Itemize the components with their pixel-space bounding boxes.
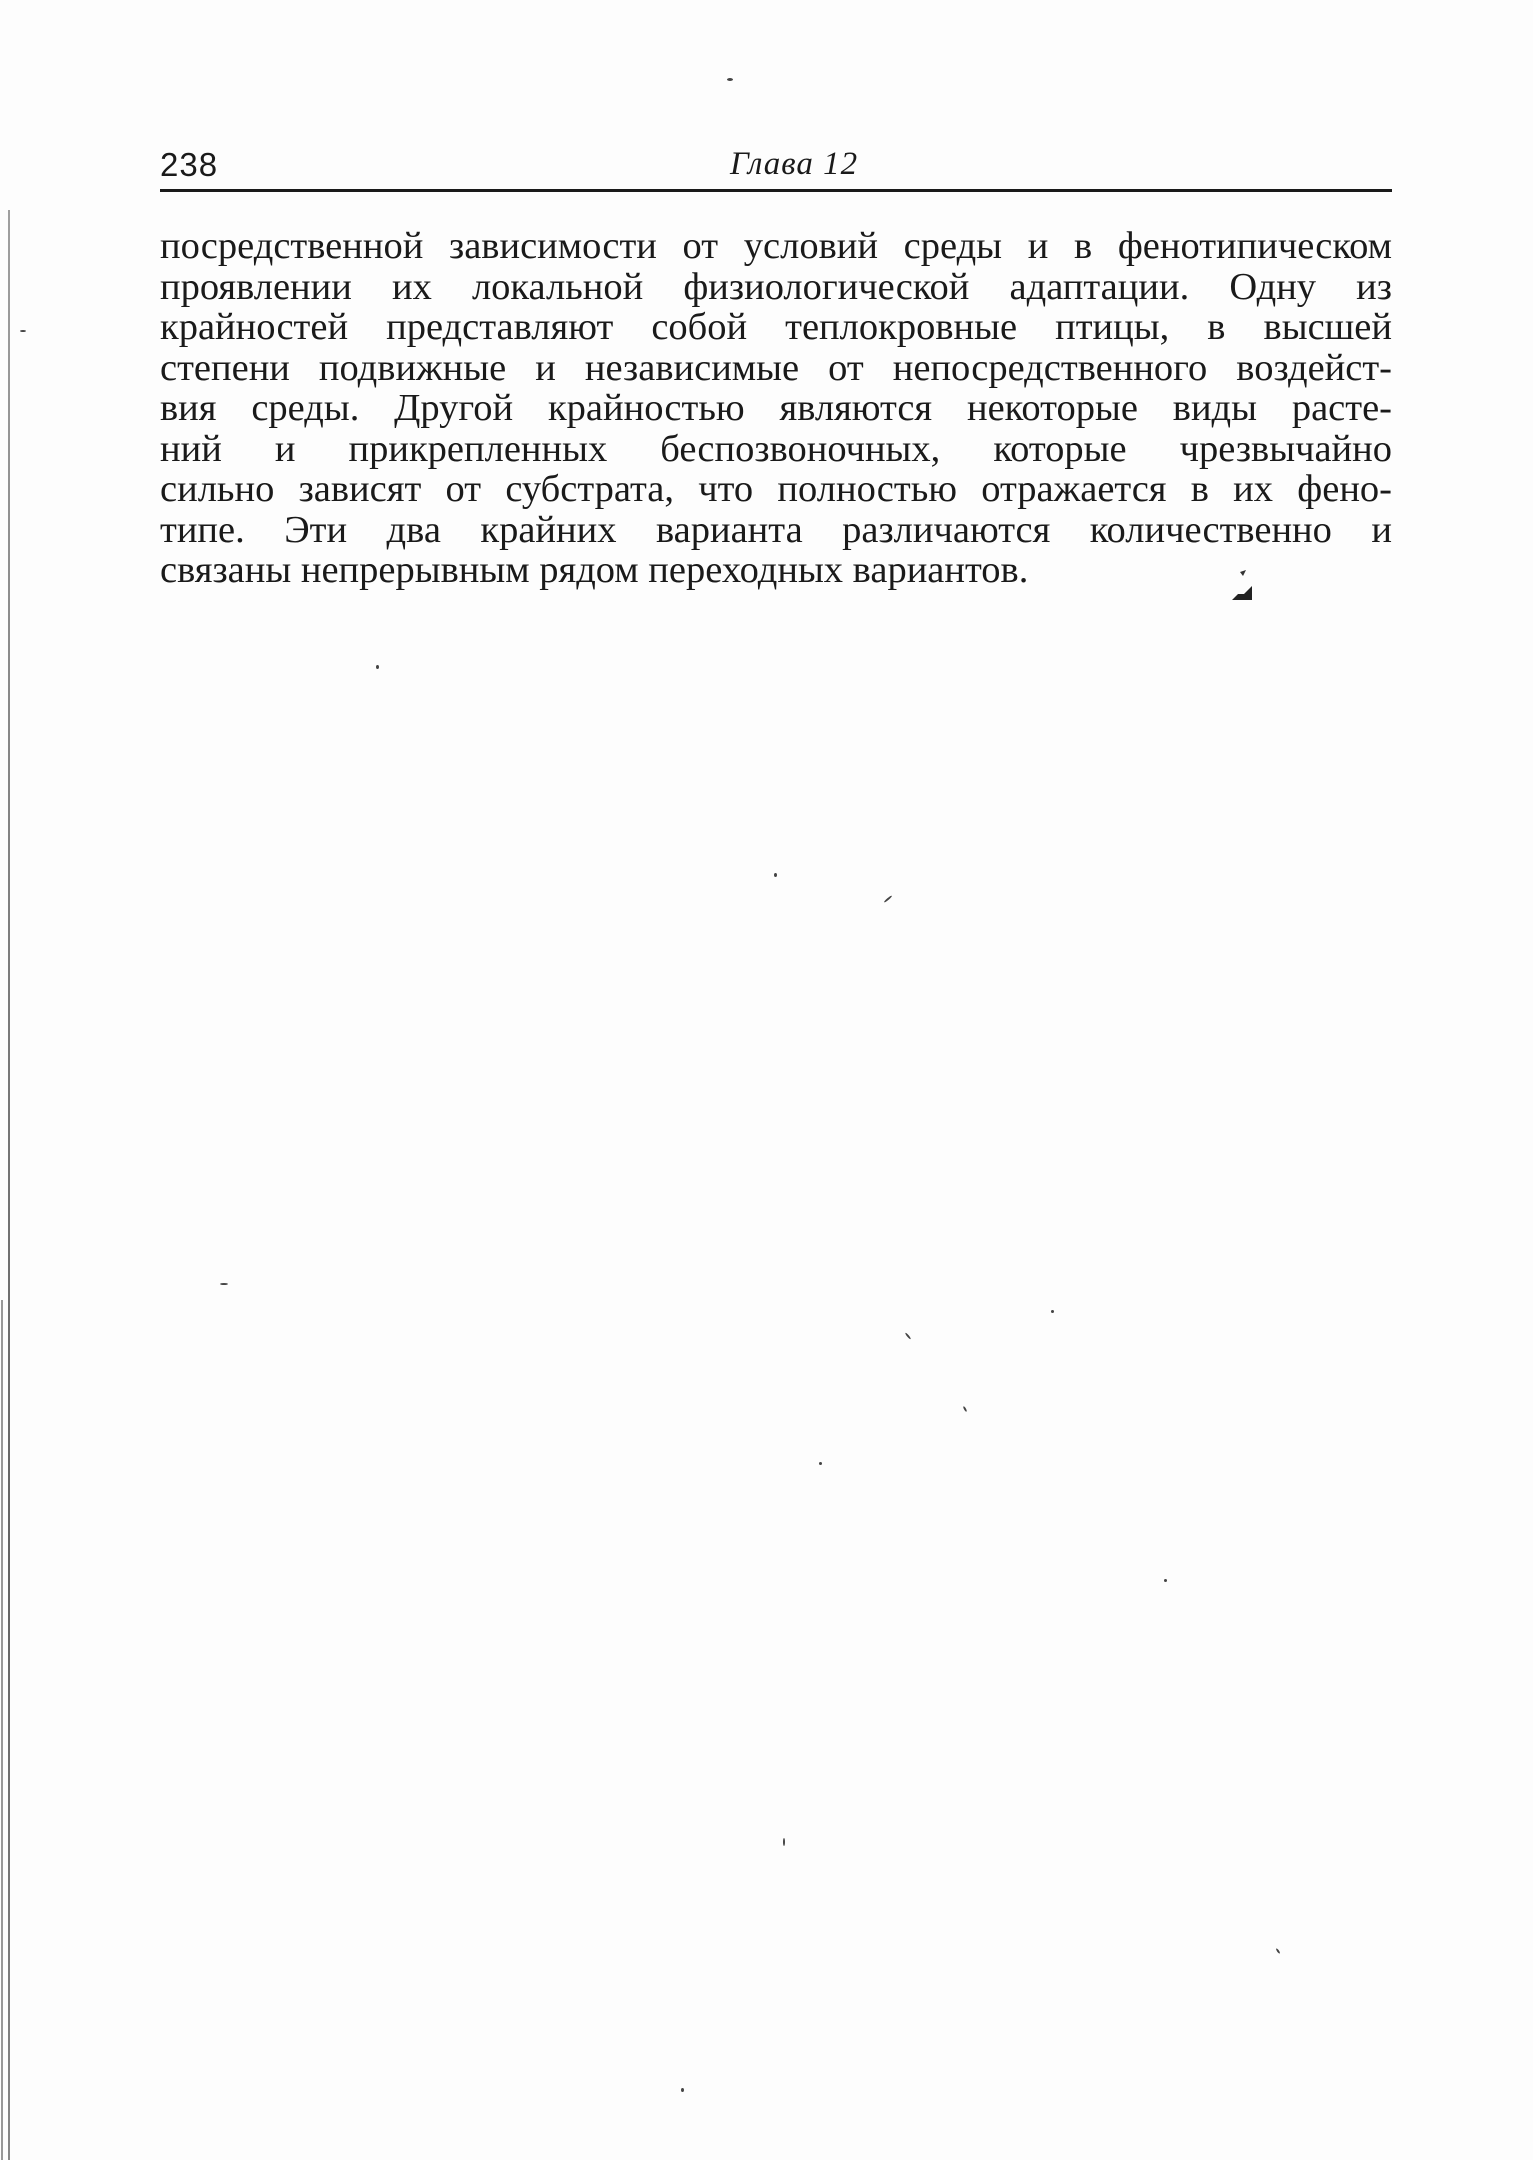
- scan-speck: [1275, 1948, 1280, 1954]
- text-line: крайностей представляют собой теплокровные птицы, в высшей: [160, 306, 1392, 348]
- scan-speck: [727, 78, 733, 81]
- text-line: посредственной зависимости от условий среды и в фенотипическом: [160, 225, 1392, 267]
- scan-speck: [1164, 1579, 1167, 1582]
- ornament-icon: [1230, 570, 1254, 602]
- scan-edge-shadow-outer: [1, 1300, 3, 2160]
- page-header: [160, 140, 1392, 188]
- scan-speck: [220, 1283, 228, 1285]
- text-line: сильно зависят от субстрата, что полностью отражается в их фено-: [160, 468, 1392, 510]
- scan-speck: [884, 895, 893, 903]
- text-line: вия среды. Другой крайностью являются некоторые виды расте-: [160, 387, 1392, 429]
- text-line: ний и прикрепленных беспозвоночных, которые чрезвычайно: [160, 427, 1392, 470]
- scan-speck: [963, 1406, 968, 1412]
- header-rule: [160, 189, 1392, 192]
- running-head: Глава 12: [730, 146, 859, 182]
- scan-speck: [681, 2088, 684, 2092]
- scan-speck: [905, 1332, 912, 1339]
- text-line: типе. Эти два крайних варианта различаются количественно и: [160, 508, 1392, 551]
- text-line: проявлении их локальной физиологической адаптации. Одну из: [160, 265, 1392, 308]
- scan-speck: [774, 873, 777, 877]
- scan-speck: [1051, 1310, 1054, 1313]
- body-paragraph: [160, 226, 1392, 591]
- scan-edge-shadow: [8, 210, 10, 2160]
- page-number: 238: [160, 146, 219, 183]
- scan-speck: [819, 1462, 822, 1465]
- scan-speck: [783, 1838, 785, 1846]
- text-line: степени подвижные и независимые от непосредственного воздейст-: [160, 346, 1392, 389]
- text-line: связаны непрерывным рядом переходных вариантов.: [160, 549, 1029, 591]
- scan-speck: [20, 330, 26, 332]
- scan-speck: [376, 665, 379, 669]
